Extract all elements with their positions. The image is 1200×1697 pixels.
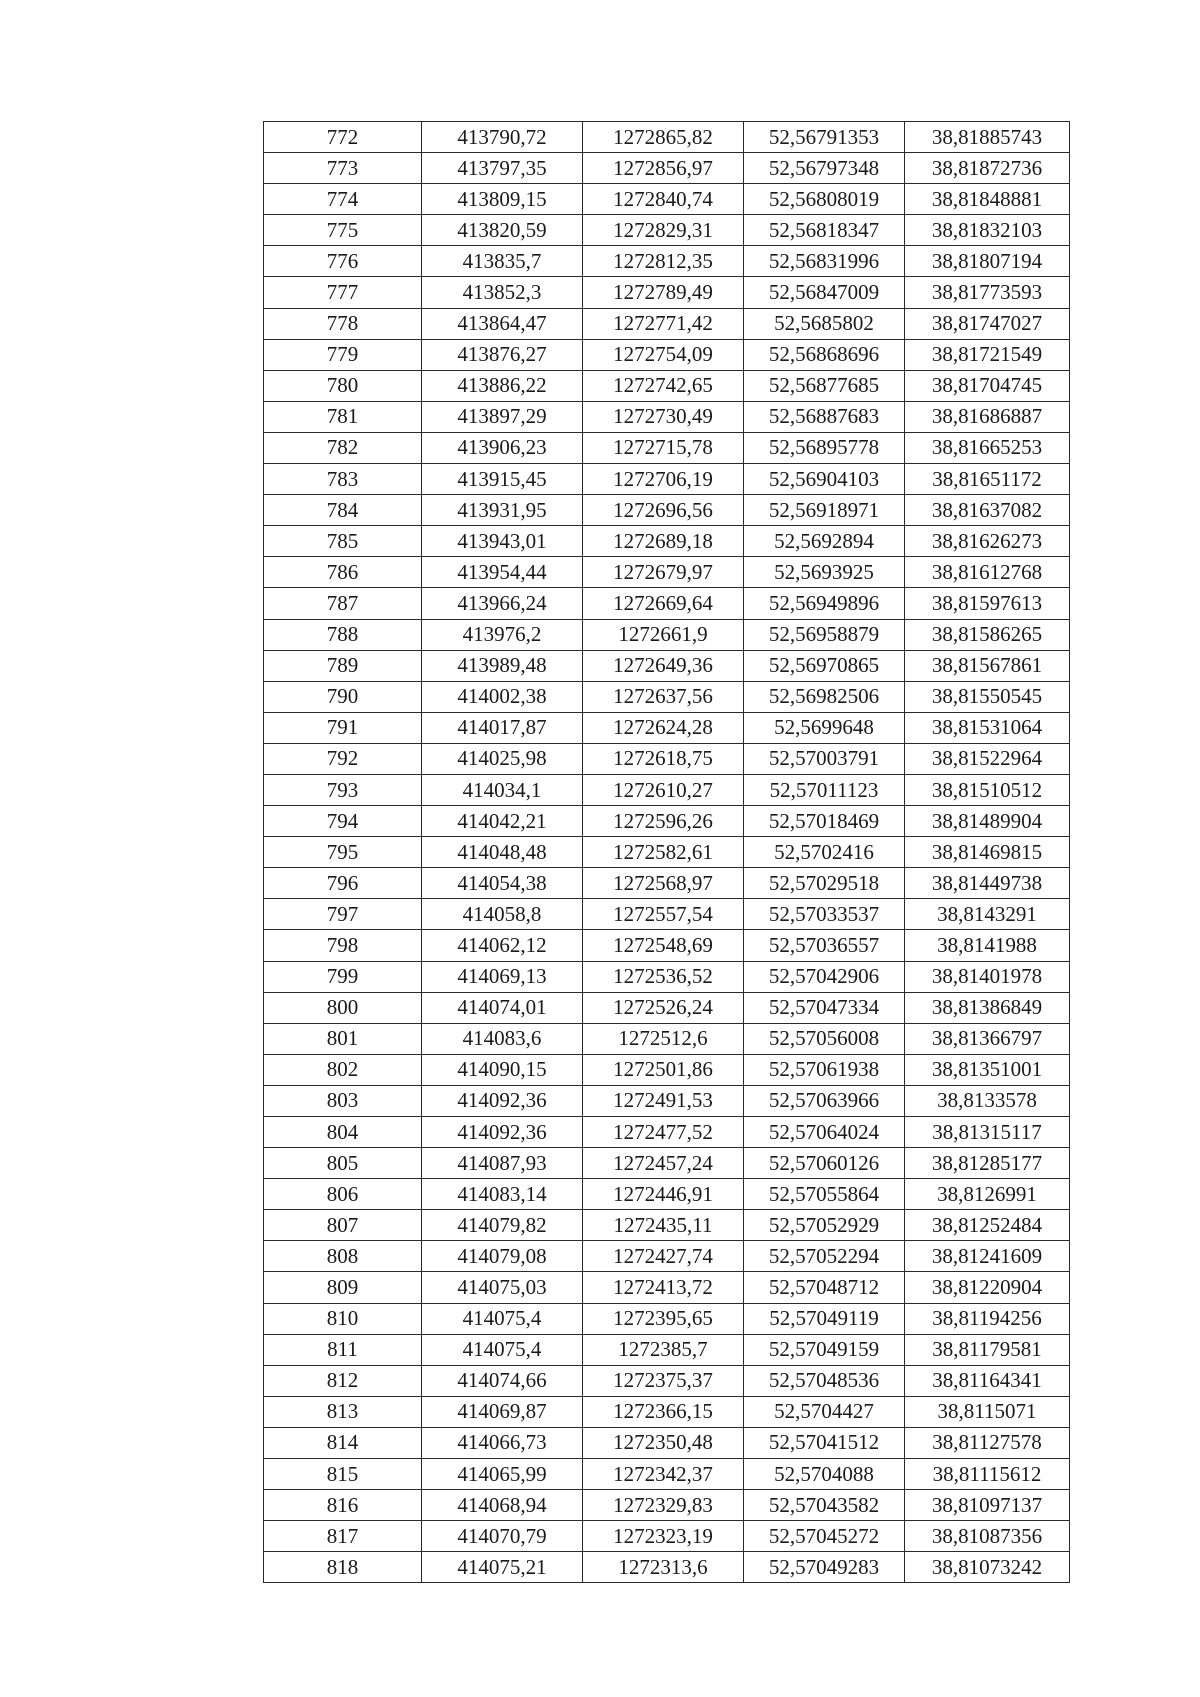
table-row [264,370,1070,401]
latitude-cell: 52,56868696 [744,339,905,370]
y-coordinate-cell: 1272323,19 [583,1521,744,1552]
table-row [264,992,1070,1023]
point-number-cell: 783 [264,464,422,495]
latitude-cell: 52,57049283 [744,1552,905,1583]
y-coordinate-cell: 1272568,97 [583,868,744,899]
x-coordinate-cell: 413886,22 [422,370,583,401]
x-coordinate-cell: 413989,48 [422,650,583,681]
latitude-cell: 52,57048536 [744,1365,905,1396]
point-number-cell: 772 [264,122,422,153]
longitude-cell: 38,8115071 [905,1396,1070,1427]
table-row [264,1303,1070,1334]
table-row [264,1427,1070,1458]
y-coordinate-cell: 1272812,35 [583,246,744,277]
y-coordinate-cell: 1272637,56 [583,681,744,712]
table-row [264,1459,1070,1490]
longitude-cell: 38,81885743 [905,122,1070,153]
y-coordinate-cell: 1272366,15 [583,1396,744,1427]
latitude-cell: 52,56887683 [744,401,905,432]
longitude-cell: 38,81386849 [905,992,1070,1023]
point-number-cell: 781 [264,401,422,432]
longitude-cell: 38,81807194 [905,246,1070,277]
point-number-cell: 780 [264,370,422,401]
x-coordinate-cell: 414075,4 [422,1334,583,1365]
x-coordinate-cell: 414083,14 [422,1179,583,1210]
x-coordinate-cell: 414062,12 [422,930,583,961]
x-coordinate-cell: 414092,36 [422,1085,583,1116]
table-row [264,868,1070,899]
longitude-cell: 38,81531064 [905,712,1070,743]
table-row [264,1023,1070,1054]
x-coordinate-cell: 414058,8 [422,899,583,930]
x-coordinate-cell: 414034,1 [422,774,583,805]
y-coordinate-cell: 1272413,72 [583,1272,744,1303]
point-number-cell: 787 [264,588,422,619]
longitude-cell: 38,81164341 [905,1365,1070,1396]
x-coordinate-cell: 413906,23 [422,432,583,463]
point-number-cell: 803 [264,1085,422,1116]
table-row [264,837,1070,868]
x-coordinate-cell: 414069,13 [422,961,583,992]
latitude-cell: 52,56808019 [744,184,905,215]
y-coordinate-cell: 1272742,65 [583,370,744,401]
longitude-cell: 38,81489904 [905,806,1070,837]
latitude-cell: 52,5704427 [744,1396,905,1427]
table-row [264,495,1070,526]
point-number-cell: 808 [264,1241,422,1272]
point-number-cell: 785 [264,526,422,557]
y-coordinate-cell: 1272789,49 [583,277,744,308]
longitude-cell: 38,81401978 [905,961,1070,992]
table-row [264,277,1070,308]
x-coordinate-cell: 414025,98 [422,743,583,774]
x-coordinate-cell: 414069,87 [422,1396,583,1427]
y-coordinate-cell: 1272596,26 [583,806,744,837]
y-coordinate-cell: 1272491,53 [583,1085,744,1116]
table-row [264,526,1070,557]
longitude-cell: 38,81686887 [905,401,1070,432]
point-number-cell: 810 [264,1303,422,1334]
table-row [264,246,1070,277]
longitude-cell: 38,81637082 [905,495,1070,526]
y-coordinate-cell: 1272350,48 [583,1427,744,1458]
x-coordinate-cell: 413966,24 [422,588,583,619]
y-coordinate-cell: 1272395,65 [583,1303,744,1334]
longitude-cell: 38,81586265 [905,619,1070,650]
longitude-cell: 38,81469815 [905,837,1070,868]
latitude-cell: 52,5693925 [744,557,905,588]
longitude-cell: 38,81550545 [905,681,1070,712]
table-row [264,619,1070,650]
table-row [264,712,1070,743]
latitude-cell: 52,56797348 [744,153,905,184]
point-number-cell: 818 [264,1552,422,1583]
x-coordinate-cell: 414087,93 [422,1148,583,1179]
longitude-cell: 38,81872736 [905,153,1070,184]
latitude-cell: 52,56831996 [744,246,905,277]
point-number-cell: 801 [264,1023,422,1054]
point-number-cell: 776 [264,246,422,277]
x-coordinate-cell: 414083,6 [422,1023,583,1054]
latitude-cell: 52,57056008 [744,1023,905,1054]
latitude-cell: 52,57049119 [744,1303,905,1334]
point-number-cell: 798 [264,930,422,961]
latitude-cell: 52,56970865 [744,650,905,681]
table-row [264,588,1070,619]
x-coordinate-cell: 414074,01 [422,992,583,1023]
table-row [264,1241,1070,1272]
longitude-cell: 38,81115612 [905,1459,1070,1490]
longitude-cell: 38,81651172 [905,464,1070,495]
latitude-cell: 52,57042906 [744,961,905,992]
longitude-cell: 38,81097137 [905,1490,1070,1521]
point-number-cell: 815 [264,1459,422,1490]
y-coordinate-cell: 1272661,9 [583,619,744,650]
point-number-cell: 814 [264,1427,422,1458]
latitude-cell: 52,5685802 [744,308,905,339]
y-coordinate-cell: 1272689,18 [583,526,744,557]
table-row [264,1272,1070,1303]
x-coordinate-cell: 413915,45 [422,464,583,495]
longitude-cell: 38,81252484 [905,1210,1070,1241]
latitude-cell: 52,57036557 [744,930,905,961]
x-coordinate-cell: 413876,27 [422,339,583,370]
coordinates-table [263,121,1070,1583]
x-coordinate-cell: 414048,48 [422,837,583,868]
table-row [264,1552,1070,1583]
longitude-cell: 38,81832103 [905,215,1070,246]
latitude-cell: 52,56895778 [744,432,905,463]
longitude-cell: 38,81285177 [905,1148,1070,1179]
y-coordinate-cell: 1272512,6 [583,1023,744,1054]
coordinates-table-body [264,122,1070,1583]
longitude-cell: 38,81522964 [905,743,1070,774]
longitude-cell: 38,81179581 [905,1334,1070,1365]
longitude-cell: 38,81073242 [905,1552,1070,1583]
longitude-cell: 38,81510512 [905,774,1070,805]
x-coordinate-cell: 414054,38 [422,868,583,899]
y-coordinate-cell: 1272582,61 [583,837,744,868]
x-coordinate-cell: 414042,21 [422,806,583,837]
x-coordinate-cell: 414065,99 [422,1459,583,1490]
table-row [264,681,1070,712]
longitude-cell: 38,81241609 [905,1241,1070,1272]
y-coordinate-cell: 1272679,97 [583,557,744,588]
point-number-cell: 788 [264,619,422,650]
latitude-cell: 52,57047334 [744,992,905,1023]
y-coordinate-cell: 1272375,37 [583,1365,744,1396]
longitude-cell: 38,81612768 [905,557,1070,588]
table-row [264,806,1070,837]
y-coordinate-cell: 1272865,82 [583,122,744,153]
longitude-cell: 38,81848881 [905,184,1070,215]
longitude-cell: 38,81449738 [905,868,1070,899]
latitude-cell: 52,57055864 [744,1179,905,1210]
point-number-cell: 793 [264,774,422,805]
point-number-cell: 800 [264,992,422,1023]
x-coordinate-cell: 414068,94 [422,1490,583,1521]
x-coordinate-cell: 413931,95 [422,495,583,526]
y-coordinate-cell: 1272706,19 [583,464,744,495]
longitude-cell: 38,8126991 [905,1179,1070,1210]
y-coordinate-cell: 1272435,11 [583,1210,744,1241]
latitude-cell: 52,57052294 [744,1241,905,1272]
table-row [264,432,1070,463]
latitude-cell: 52,57041512 [744,1427,905,1458]
latitude-cell: 52,56982506 [744,681,905,712]
point-number-cell: 805 [264,1148,422,1179]
table-row [264,1334,1070,1365]
y-coordinate-cell: 1272624,28 [583,712,744,743]
x-coordinate-cell: 413976,2 [422,619,583,650]
x-coordinate-cell: 413864,47 [422,308,583,339]
point-number-cell: 778 [264,308,422,339]
x-coordinate-cell: 413943,01 [422,526,583,557]
y-coordinate-cell: 1272771,42 [583,308,744,339]
x-coordinate-cell: 414017,87 [422,712,583,743]
latitude-cell: 52,57052929 [744,1210,905,1241]
latitude-cell: 52,57048712 [744,1272,905,1303]
y-coordinate-cell: 1272342,37 [583,1459,744,1490]
x-coordinate-cell: 414075,03 [422,1272,583,1303]
point-number-cell: 779 [264,339,422,370]
x-coordinate-cell: 413797,35 [422,153,583,184]
y-coordinate-cell: 1272829,31 [583,215,744,246]
x-coordinate-cell: 414074,66 [422,1365,583,1396]
latitude-cell: 52,56847009 [744,277,905,308]
point-number-cell: 784 [264,495,422,526]
point-number-cell: 782 [264,432,422,463]
latitude-cell: 52,57018469 [744,806,905,837]
latitude-cell: 52,57011123 [744,774,905,805]
point-number-cell: 807 [264,1210,422,1241]
y-coordinate-cell: 1272385,7 [583,1334,744,1365]
point-number-cell: 775 [264,215,422,246]
point-number-cell: 812 [264,1365,422,1396]
x-coordinate-cell: 414090,15 [422,1054,583,1085]
latitude-cell: 52,56958879 [744,619,905,650]
longitude-cell: 38,8133578 [905,1085,1070,1116]
y-coordinate-cell: 1272610,27 [583,774,744,805]
y-coordinate-cell: 1272557,54 [583,899,744,930]
table-row [264,464,1070,495]
point-number-cell: 804 [264,1117,422,1148]
point-number-cell: 791 [264,712,422,743]
table-row [264,215,1070,246]
latitude-cell: 52,5704088 [744,1459,905,1490]
y-coordinate-cell: 1272446,91 [583,1179,744,1210]
y-coordinate-cell: 1272856,97 [583,153,744,184]
point-number-cell: 806 [264,1179,422,1210]
longitude-cell: 38,81127578 [905,1427,1070,1458]
table-row [264,650,1070,681]
y-coordinate-cell: 1272840,74 [583,184,744,215]
longitude-cell: 38,81773593 [905,277,1070,308]
table-row [264,339,1070,370]
point-number-cell: 816 [264,1490,422,1521]
table-row [264,401,1070,432]
y-coordinate-cell: 1272649,36 [583,650,744,681]
point-number-cell: 786 [264,557,422,588]
latitude-cell: 52,56877685 [744,370,905,401]
longitude-cell: 38,8143291 [905,899,1070,930]
x-coordinate-cell: 414075,4 [422,1303,583,1334]
x-coordinate-cell: 414079,82 [422,1210,583,1241]
table-row [264,122,1070,153]
y-coordinate-cell: 1272618,75 [583,743,744,774]
table-row [264,153,1070,184]
latitude-cell: 52,57043582 [744,1490,905,1521]
table-row [264,899,1070,930]
latitude-cell: 52,5702416 [744,837,905,868]
x-coordinate-cell: 414079,08 [422,1241,583,1272]
longitude-cell: 38,81351001 [905,1054,1070,1085]
point-number-cell: 802 [264,1054,422,1085]
point-number-cell: 795 [264,837,422,868]
latitude-cell: 52,57029518 [744,868,905,899]
x-coordinate-cell: 413852,3 [422,277,583,308]
table-row [264,930,1070,961]
table-row [264,1054,1070,1085]
y-coordinate-cell: 1272427,74 [583,1241,744,1272]
point-number-cell: 796 [264,868,422,899]
table-row [264,774,1070,805]
table-row [264,1148,1070,1179]
point-number-cell: 811 [264,1334,422,1365]
point-number-cell: 792 [264,743,422,774]
point-number-cell: 799 [264,961,422,992]
latitude-cell: 52,56904103 [744,464,905,495]
table-row [264,961,1070,992]
latitude-cell: 52,56918971 [744,495,905,526]
latitude-cell: 52,56818347 [744,215,905,246]
y-coordinate-cell: 1272526,24 [583,992,744,1023]
point-number-cell: 777 [264,277,422,308]
longitude-cell: 38,81626273 [905,526,1070,557]
longitude-cell: 38,81704745 [905,370,1070,401]
x-coordinate-cell: 413835,7 [422,246,583,277]
x-coordinate-cell: 414070,79 [422,1521,583,1552]
longitude-cell: 38,81220904 [905,1272,1070,1303]
x-coordinate-cell: 413809,15 [422,184,583,215]
point-number-cell: 790 [264,681,422,712]
y-coordinate-cell: 1272696,56 [583,495,744,526]
point-number-cell: 809 [264,1272,422,1303]
longitude-cell: 38,81567861 [905,650,1070,681]
latitude-cell: 52,5692894 [744,526,905,557]
y-coordinate-cell: 1272477,52 [583,1117,744,1148]
latitude-cell: 52,57063966 [744,1085,905,1116]
latitude-cell: 52,57061938 [744,1054,905,1085]
latitude-cell: 52,57060126 [744,1148,905,1179]
point-number-cell: 773 [264,153,422,184]
table-row [264,1396,1070,1427]
longitude-cell: 38,8141988 [905,930,1070,961]
table-row [264,1365,1070,1396]
x-coordinate-cell: 414002,38 [422,681,583,712]
latitude-cell: 52,56949896 [744,588,905,619]
latitude-cell: 52,57045272 [744,1521,905,1552]
table-row [264,184,1070,215]
x-coordinate-cell: 414075,21 [422,1552,583,1583]
x-coordinate-cell: 413820,59 [422,215,583,246]
y-coordinate-cell: 1272548,69 [583,930,744,961]
longitude-cell: 38,81665253 [905,432,1070,463]
table-row [264,557,1070,588]
table-row [264,1490,1070,1521]
table-row [264,743,1070,774]
latitude-cell: 52,56791353 [744,122,905,153]
y-coordinate-cell: 1272329,83 [583,1490,744,1521]
longitude-cell: 38,81721549 [905,339,1070,370]
longitude-cell: 38,81747027 [905,308,1070,339]
x-coordinate-cell: 413790,72 [422,122,583,153]
point-number-cell: 817 [264,1521,422,1552]
latitude-cell: 52,57033537 [744,899,905,930]
x-coordinate-cell: 414092,36 [422,1117,583,1148]
point-number-cell: 794 [264,806,422,837]
y-coordinate-cell: 1272313,6 [583,1552,744,1583]
y-coordinate-cell: 1272457,24 [583,1148,744,1179]
table-row [264,308,1070,339]
table-row [264,1210,1070,1241]
point-number-cell: 774 [264,184,422,215]
latitude-cell: 52,57003791 [744,743,905,774]
latitude-cell: 52,57064024 [744,1117,905,1148]
table-row [264,1117,1070,1148]
latitude-cell: 52,57049159 [744,1334,905,1365]
latitude-cell: 52,5699648 [744,712,905,743]
point-number-cell: 789 [264,650,422,681]
y-coordinate-cell: 1272536,52 [583,961,744,992]
table-row [264,1521,1070,1552]
y-coordinate-cell: 1272715,78 [583,432,744,463]
point-number-cell: 813 [264,1396,422,1427]
longitude-cell: 38,81597613 [905,588,1070,619]
y-coordinate-cell: 1272730,49 [583,401,744,432]
x-coordinate-cell: 414066,73 [422,1427,583,1458]
longitude-cell: 38,81315117 [905,1117,1070,1148]
point-number-cell: 797 [264,899,422,930]
y-coordinate-cell: 1272669,64 [583,588,744,619]
table-row [264,1085,1070,1116]
longitude-cell: 38,81087356 [905,1521,1070,1552]
y-coordinate-cell: 1272501,86 [583,1054,744,1085]
longitude-cell: 38,81194256 [905,1303,1070,1334]
x-coordinate-cell: 413954,44 [422,557,583,588]
longitude-cell: 38,81366797 [905,1023,1070,1054]
x-coordinate-cell: 413897,29 [422,401,583,432]
y-coordinate-cell: 1272754,09 [583,339,744,370]
table-row [264,1179,1070,1210]
